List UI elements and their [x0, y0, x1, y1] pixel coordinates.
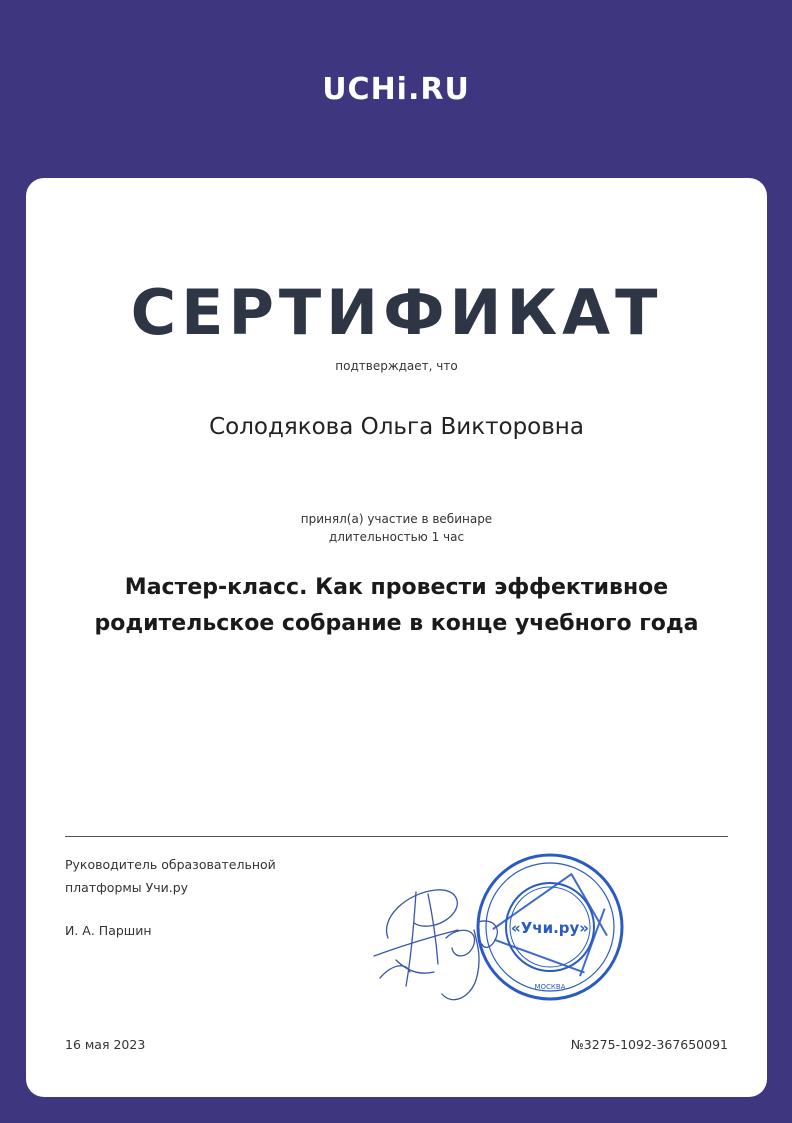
company-stamp: [474, 851, 626, 1003]
stamp-bottom-text: МОСКВА: [534, 983, 566, 991]
certificate-card: [26, 178, 767, 1097]
confirms-text: подтверждает, что: [335, 359, 458, 373]
issue-date: 16 мая 2023: [65, 1037, 146, 1052]
certificate-number: №3275-1092-367650091: [570, 1037, 728, 1052]
participation-text: [26, 510, 767, 546]
participation-line-2: длительностью 1 час: [328, 530, 465, 544]
stamp-center-text: «Учи.ру»: [511, 919, 589, 937]
signer-role-line-2: платформы Учи.ру: [65, 880, 189, 895]
recipient-name: Солодякова Ольга Викторовна: [209, 414, 584, 440]
divider: [65, 836, 728, 837]
signer-role-line-1: Руководитель образовательной: [65, 857, 276, 872]
signer-name: И. А. Паршин: [65, 923, 152, 938]
certificate-title: СЕРТИФИКАТ: [130, 276, 663, 349]
webinar-title: Мастер-класс. Как провести эффективное родительское собрание в конце учебного года: [94, 575, 699, 636]
participation-line-1: принял(а) участие в вебинаре: [300, 512, 493, 526]
uchi-ru-logo: UCHi.RU: [322, 72, 470, 107]
signer-role: [65, 853, 325, 899]
